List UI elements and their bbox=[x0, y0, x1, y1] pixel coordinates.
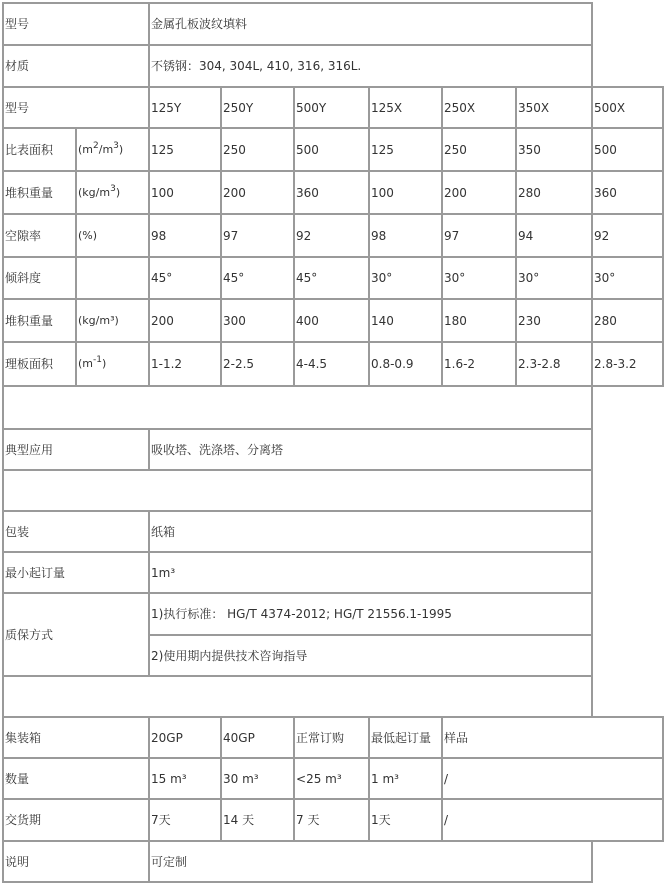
value-cell: 200 bbox=[442, 171, 516, 214]
value-warranty-support: 2)使用期内提供技术咨询指导 bbox=[149, 635, 592, 676]
container-cell: 样品 bbox=[442, 717, 663, 758]
unit-sup: 3 bbox=[113, 140, 119, 151]
model-cell: 125Y bbox=[149, 87, 221, 128]
value-cell: 97 bbox=[442, 214, 516, 257]
label-specific-surface: 比表面积 bbox=[3, 128, 76, 171]
unit-text: ) bbox=[118, 142, 124, 156]
value-cell: 1-1.2 bbox=[149, 342, 221, 386]
delivery-cell: 7 天 bbox=[294, 799, 369, 841]
unit-void-ratio: (%) bbox=[76, 214, 149, 257]
empty-cell bbox=[3, 676, 592, 717]
unit-text: (kg/m bbox=[78, 185, 111, 199]
value-cell: 30° bbox=[442, 257, 516, 299]
delivery-cell: 7天 bbox=[149, 799, 221, 841]
value-cell: 360 bbox=[294, 171, 369, 214]
value-cell: 500 bbox=[294, 128, 369, 171]
delivery-cell: / bbox=[442, 799, 663, 841]
label-quantity: 数量 bbox=[3, 758, 149, 799]
quantity-cell: <25 m³ bbox=[294, 758, 369, 799]
value-warranty-standard: 1)执行标准： HG/T 4374-2012; HG/T 21556.1-1995 bbox=[149, 593, 592, 635]
value-typical-application: 吸收塔、洗涤塔、分离塔 bbox=[149, 429, 592, 470]
unit-text: (m bbox=[78, 142, 94, 156]
value-cell: 200 bbox=[149, 299, 221, 342]
row-spacer bbox=[3, 676, 663, 717]
model-cell: 250X bbox=[442, 87, 516, 128]
row-material bbox=[3, 45, 663, 87]
delivery-cell: 1天 bbox=[369, 799, 442, 841]
delivery-cell: 14 天 bbox=[221, 799, 294, 841]
value-packaging: 纸箱 bbox=[149, 511, 592, 552]
container-cell: 最低起订量 bbox=[369, 717, 442, 758]
label-model-name: 型号 bbox=[3, 3, 149, 45]
label-void-ratio: 空隙率 bbox=[3, 214, 76, 257]
row-typical-application bbox=[3, 429, 663, 470]
label-packaging: 包装 bbox=[3, 511, 149, 552]
value-cell: 100 bbox=[149, 171, 221, 214]
product-spec-table bbox=[2, 2, 664, 883]
value-cell: 2.3-2.8 bbox=[516, 342, 592, 386]
value-model-name: 金属孔板波纹填料 bbox=[149, 3, 592, 45]
unit-inclination bbox=[76, 257, 149, 299]
value-cell: 94 bbox=[516, 214, 592, 257]
row-specific-surface bbox=[3, 128, 663, 171]
unit-specific-surface bbox=[76, 128, 149, 171]
row-plate-area bbox=[3, 342, 663, 386]
model-cell: 350X bbox=[516, 87, 592, 128]
value-cell: 125 bbox=[149, 128, 221, 171]
row-models bbox=[3, 87, 663, 128]
value-cell: 98 bbox=[149, 214, 221, 257]
unit-text: /m bbox=[98, 142, 114, 156]
value-cell: 2-2.5 bbox=[221, 342, 294, 386]
value-material: 不锈钢：304, 304L, 410, 316, 316L. bbox=[149, 45, 592, 87]
value-cell: 45° bbox=[294, 257, 369, 299]
value-cell: 180 bbox=[442, 299, 516, 342]
model-cell: 500Y bbox=[294, 87, 369, 128]
value-cell: 92 bbox=[592, 214, 663, 257]
row-container bbox=[3, 717, 663, 758]
row-min-order bbox=[3, 552, 663, 593]
label-models: 型号 bbox=[3, 87, 149, 128]
unit-bulk-weight bbox=[76, 171, 149, 214]
quantity-cell: 30 m³ bbox=[221, 758, 294, 799]
value-cell: 30° bbox=[369, 257, 442, 299]
value-min-order: 1m³ bbox=[149, 552, 592, 593]
value-cell: 280 bbox=[516, 171, 592, 214]
row-inclination bbox=[3, 257, 663, 299]
label-typical-application: 典型应用 bbox=[3, 429, 149, 470]
row-spacer bbox=[3, 470, 663, 511]
model-cell: 500X bbox=[592, 87, 663, 128]
value-cell: 97 bbox=[221, 214, 294, 257]
unit-text: ) bbox=[115, 185, 121, 199]
value-cell: 125 bbox=[369, 128, 442, 171]
value-cell: 400 bbox=[294, 299, 369, 342]
value-cell: 200 bbox=[221, 171, 294, 214]
label-bulk-weight: 堆积重量 bbox=[3, 299, 76, 342]
label-min-order: 最小起订量 bbox=[3, 552, 149, 593]
quantity-cell: / bbox=[442, 758, 663, 799]
quantity-cell: 1 m³ bbox=[369, 758, 442, 799]
value-cell: 98 bbox=[369, 214, 442, 257]
row-quantity bbox=[3, 758, 663, 799]
value-cell: 2.8-3.2 bbox=[592, 342, 663, 386]
value-cell: 45° bbox=[221, 257, 294, 299]
label-inclination: 倾斜度 bbox=[3, 257, 76, 299]
value-cell: 30° bbox=[516, 257, 592, 299]
label-material: 材质 bbox=[3, 45, 149, 87]
row-model-name bbox=[3, 3, 663, 45]
value-cell: 250 bbox=[221, 128, 294, 171]
container-cell: 20GP bbox=[149, 717, 221, 758]
unit-text: ) bbox=[102, 357, 107, 370]
value-note: 可定制 bbox=[149, 841, 592, 882]
row-note bbox=[3, 841, 663, 882]
unit-sup: -1 bbox=[93, 355, 102, 365]
container-cell: 正常订购 bbox=[294, 717, 369, 758]
unit-plate-area bbox=[76, 342, 149, 386]
label-plate-area: 理板面积 bbox=[3, 342, 76, 386]
unit-bulk-weight: (kg/m³) bbox=[76, 299, 149, 342]
empty-cell bbox=[3, 470, 592, 511]
model-cell: 125X bbox=[369, 87, 442, 128]
value-cell: 92 bbox=[294, 214, 369, 257]
value-cell: 500 bbox=[592, 128, 663, 171]
value-cell: 1.6-2 bbox=[442, 342, 516, 386]
value-cell: 100 bbox=[369, 171, 442, 214]
value-cell: 4-4.5 bbox=[294, 342, 369, 386]
value-cell: 350 bbox=[516, 128, 592, 171]
value-cell: 250 bbox=[442, 128, 516, 171]
quantity-cell: 15 m³ bbox=[149, 758, 221, 799]
label-delivery: 交货期 bbox=[3, 799, 149, 841]
label-container: 集装箱 bbox=[3, 717, 149, 758]
value-cell: 45° bbox=[149, 257, 221, 299]
row-packaging bbox=[3, 511, 663, 552]
row-warranty-1 bbox=[3, 593, 663, 635]
value-cell: 140 bbox=[369, 299, 442, 342]
row-bulk-weight-1 bbox=[3, 171, 663, 214]
container-cell: 40GP bbox=[221, 717, 294, 758]
value-cell: 360 bbox=[592, 171, 663, 214]
row-bulk-weight-2 bbox=[3, 299, 663, 342]
row-delivery bbox=[3, 799, 663, 841]
row-void-ratio bbox=[3, 214, 663, 257]
value-cell: 0.8-0.9 bbox=[369, 342, 442, 386]
empty-cell bbox=[3, 386, 592, 429]
value-cell: 230 bbox=[516, 299, 592, 342]
unit-text: (m bbox=[78, 357, 94, 370]
value-cell: 280 bbox=[592, 299, 663, 342]
label-note: 说明 bbox=[3, 841, 149, 882]
unit-sup: 3 bbox=[110, 183, 116, 194]
row-spacer bbox=[3, 386, 663, 429]
unit-sup: 2 bbox=[93, 140, 99, 151]
label-warranty: 质保方式 bbox=[3, 593, 149, 676]
value-cell: 30° bbox=[592, 257, 663, 299]
model-cell: 250Y bbox=[221, 87, 294, 128]
value-cell: 300 bbox=[221, 299, 294, 342]
label-bulk-weight: 堆积重量 bbox=[3, 171, 76, 214]
